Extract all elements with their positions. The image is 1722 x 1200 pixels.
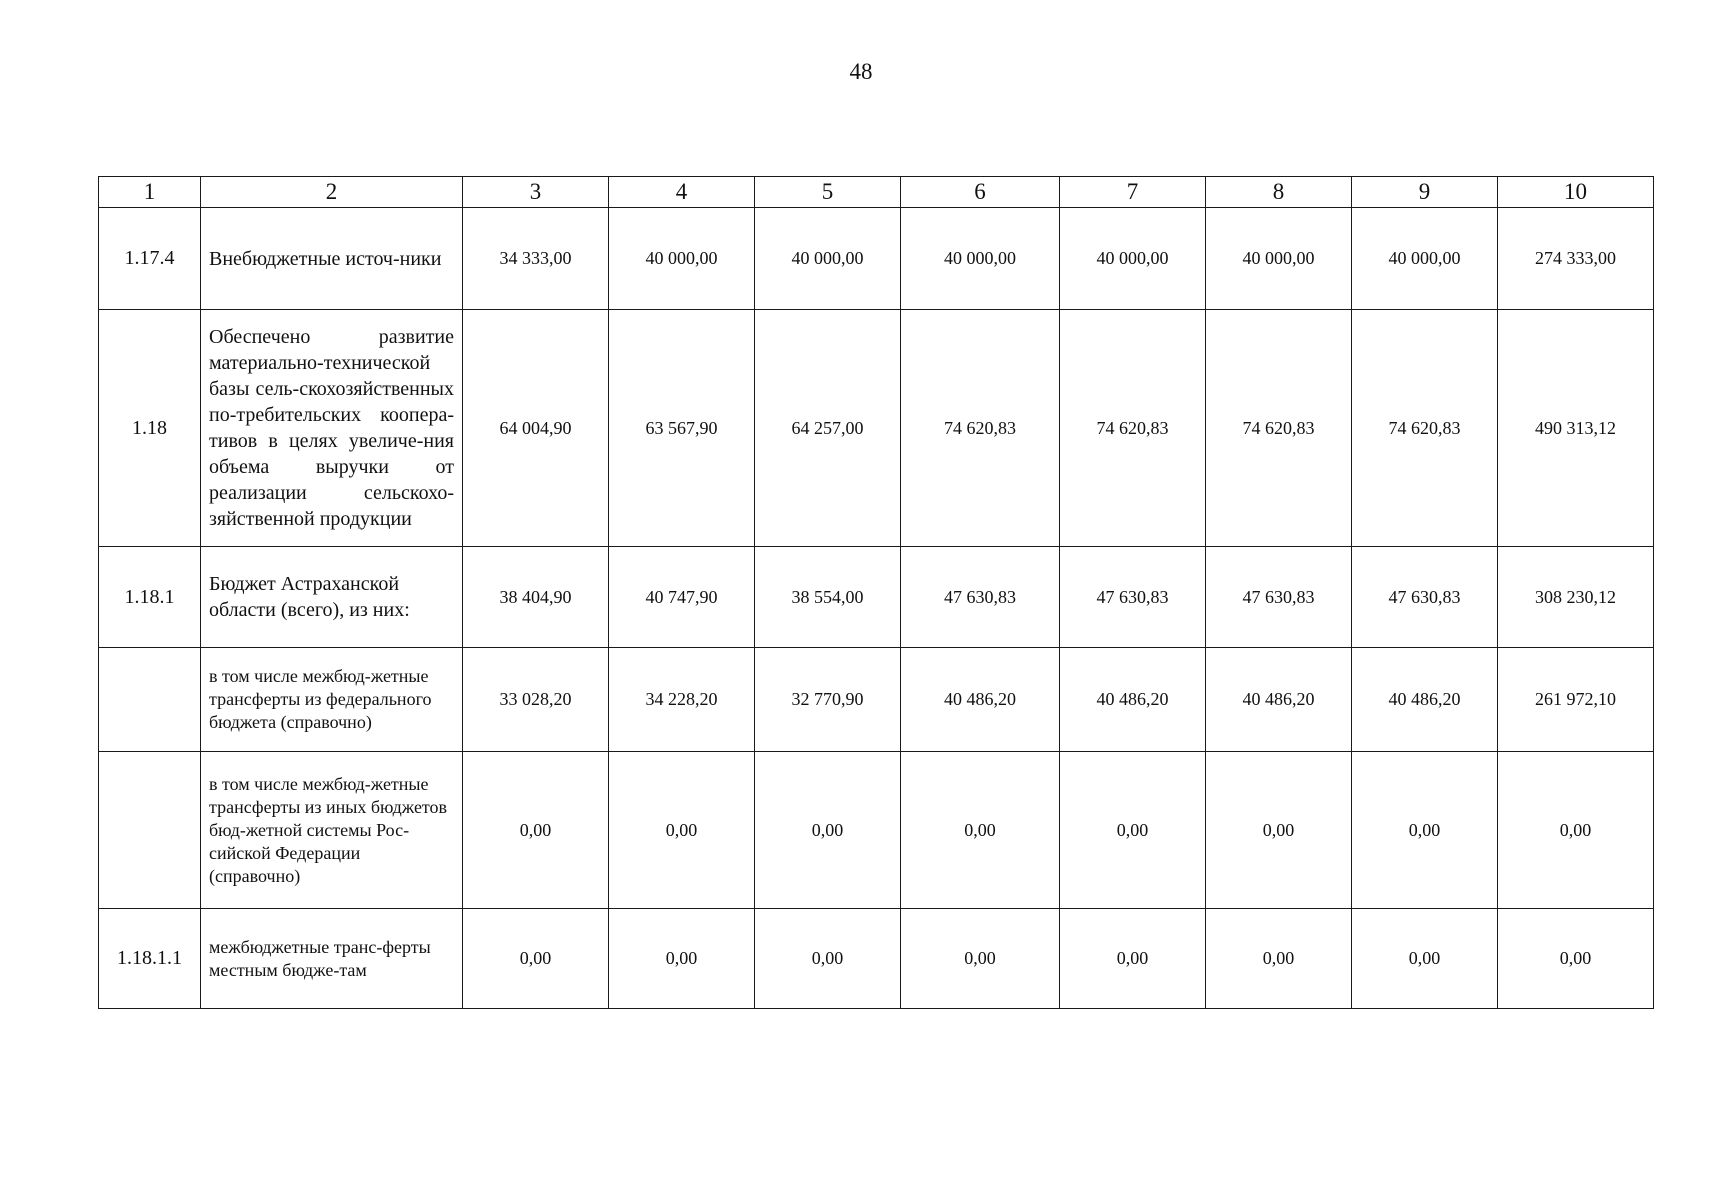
value-cell: 40 000,00	[1060, 208, 1206, 310]
row-code	[99, 752, 201, 909]
value-cell: 40 000,00	[901, 208, 1060, 310]
value-cell: 0,00	[755, 752, 901, 909]
value-cell: 490 313,12	[1498, 310, 1654, 547]
column-header: 3	[463, 177, 609, 208]
value-cell: 0,00	[1206, 909, 1352, 1009]
row-name: Обеспечено развитие материально-технической базы сель-скохозяйственных по-требительских коопера-тивов в целях увеличе-ния объема выручки от реализации сельскохо-зяйственной продукции	[201, 310, 463, 547]
value-cell: 0,00	[901, 909, 1060, 1009]
value-cell: 0,00	[463, 752, 609, 909]
row-name: Бюджет Астраханской области (всего), из них:	[201, 547, 463, 648]
value-cell: 0,00	[1060, 909, 1206, 1009]
table-row	[99, 208, 1654, 310]
value-cell: 0,00	[1060, 752, 1206, 909]
value-cell: 0,00	[901, 752, 1060, 909]
value-cell: 34 228,20	[609, 648, 755, 752]
value-cell: 40 000,00	[609, 208, 755, 310]
column-header: 6	[901, 177, 1060, 208]
value-cell: 64 004,90	[463, 310, 609, 547]
row-code: 1.17.4	[99, 208, 201, 310]
value-cell: 47 630,83	[1352, 547, 1498, 648]
value-cell: 74 620,83	[1060, 310, 1206, 547]
page-number: 48	[849, 59, 873, 84]
column-header: 7	[1060, 177, 1206, 208]
value-cell: 74 620,83	[901, 310, 1060, 547]
value-cell: 40 000,00	[1206, 208, 1352, 310]
value-cell: 47 630,83	[1206, 547, 1352, 648]
value-cell: 34 333,00	[463, 208, 609, 310]
table-row	[99, 752, 1654, 909]
value-cell: 38 554,00	[755, 547, 901, 648]
value-cell: 47 630,83	[1060, 547, 1206, 648]
value-cell: 0,00	[1498, 909, 1654, 1009]
table-row	[99, 547, 1654, 648]
column-header: 4	[609, 177, 755, 208]
column-header: 1	[99, 177, 201, 208]
value-cell: 0,00	[1498, 752, 1654, 909]
value-cell: 32 770,90	[755, 648, 901, 752]
value-cell: 33 028,20	[463, 648, 609, 752]
table-row	[99, 648, 1654, 752]
row-code: 1.18.1.1	[99, 909, 201, 1009]
row-name: межбюджетные транс-ферты местным бюдже-там	[201, 909, 463, 1009]
column-header: 5	[755, 177, 901, 208]
column-header: 2	[201, 177, 463, 208]
value-cell: 40 747,90	[609, 547, 755, 648]
row-name: Внебюджетные источ-ники	[201, 208, 463, 310]
column-header: 10	[1498, 177, 1654, 208]
value-cell: 0,00	[1352, 909, 1498, 1009]
value-cell: 74 620,83	[1206, 310, 1352, 547]
row-name: в том числе межбюд-жетные трансферты из федерального бюджета (справочно)	[201, 648, 463, 752]
value-cell: 74 620,83	[1352, 310, 1498, 547]
row-code	[99, 648, 201, 752]
value-cell: 40 000,00	[1352, 208, 1498, 310]
value-cell: 40 486,20	[1206, 648, 1352, 752]
value-cell: 308 230,12	[1498, 547, 1654, 648]
value-cell: 0,00	[609, 752, 755, 909]
value-cell: 0,00	[1206, 752, 1352, 909]
value-cell: 47 630,83	[901, 547, 1060, 648]
row-name: в том числе межбюд-жетные трансферты из иных бюджетов бюд-жетной системы Рос-сийской Федерации (справочно)	[201, 752, 463, 909]
value-cell: 261 972,10	[1498, 648, 1654, 752]
value-cell: 40 486,20	[901, 648, 1060, 752]
table-header-row	[99, 177, 1654, 208]
value-cell: 0,00	[463, 909, 609, 1009]
value-cell: 40 486,20	[1060, 648, 1206, 752]
value-cell: 0,00	[755, 909, 901, 1009]
value-cell: 274 333,00	[1498, 208, 1654, 310]
table-row	[99, 909, 1654, 1009]
value-cell: 38 404,90	[463, 547, 609, 648]
column-header: 9	[1352, 177, 1498, 208]
column-header: 8	[1206, 177, 1352, 208]
row-code: 1.18.1	[99, 547, 201, 648]
value-cell: 63 567,90	[609, 310, 755, 547]
value-cell: 40 000,00	[755, 208, 901, 310]
budget-table	[98, 176, 1654, 1009]
value-cell: 64 257,00	[755, 310, 901, 547]
value-cell: 40 486,20	[1352, 648, 1498, 752]
table-row	[99, 310, 1654, 547]
value-cell: 0,00	[1352, 752, 1498, 909]
row-code: 1.18	[99, 310, 201, 547]
value-cell: 0,00	[609, 909, 755, 1009]
